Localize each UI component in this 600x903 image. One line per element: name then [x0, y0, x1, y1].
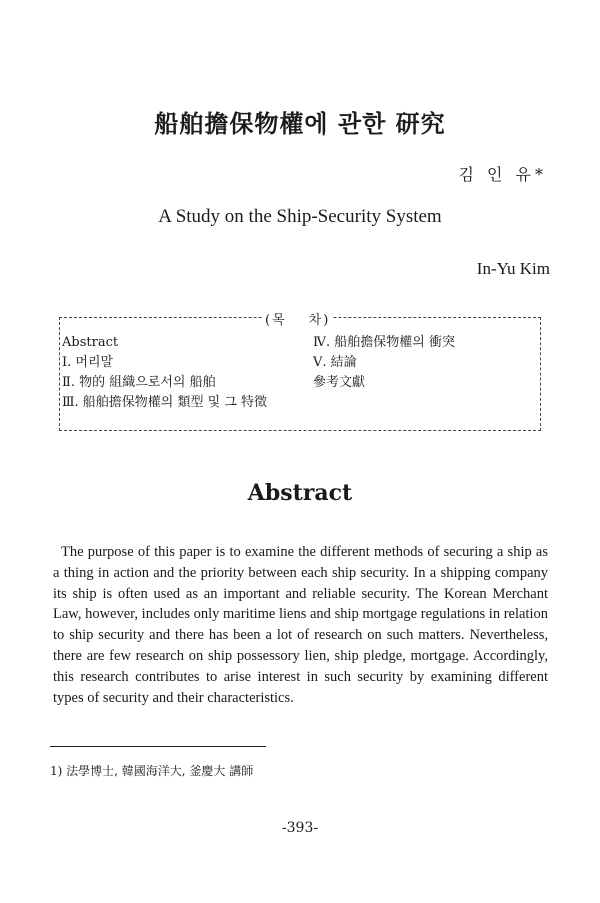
toc-heading [262, 309, 333, 328]
toc-item: Ⅴ. 結論 [313, 355, 357, 370]
toc-item: 參考文獻 [313, 375, 366, 390]
toc-item: Ⅲ. 船舶擔保物權의 類型 및 그 特徵 [62, 395, 268, 410]
footnote: 1) 法學博士, 韓國海洋大, 釜慶大 講師 [50, 764, 254, 778]
author-english: In-Yu Kim [476, 259, 550, 278]
toc-heading-right: 차) [308, 313, 331, 328]
abstract-body: The purpose of this paper is to examine the different methods of securing a ship as a thing in action and the priority between each ship security. In a shipping company its ship is often used as an important and reliable security. The Korean Merchant Law, however, includes only maritime liens and ship mortgage regulations in relation to ship security and there has been a lot of research on such matters. Nevertheless, there are few research on ship possessory lien, ship pledge, mortgage. Accordingly, this research contributes to arise interest in such security by examining different types of security and their characteristics. [53, 544, 548, 706]
paper-title: 船舶擔保物權에 관한 研究 [154, 109, 446, 138]
toc-left-column [62, 333, 267, 413]
toc-item: Ⅳ. 船舶擔保物權의 衝突 [313, 335, 455, 350]
abstract-heading: Abstract [247, 480, 353, 506]
english-title: A Study on the Ship-Security System [158, 206, 442, 227]
toc-item: Abstract [62, 335, 119, 350]
toc-item: Ⅰ. 머리말 [62, 355, 114, 370]
page-number: -393- [281, 820, 319, 836]
toc-heading-left: (목 [265, 313, 287, 328]
toc-right-column [313, 333, 455, 393]
toc-item: Ⅱ. 物的 組織으로서의 船舶 [62, 375, 216, 390]
author-korean: 김 인 유* [458, 165, 547, 184]
footnote-divider [50, 746, 266, 747]
